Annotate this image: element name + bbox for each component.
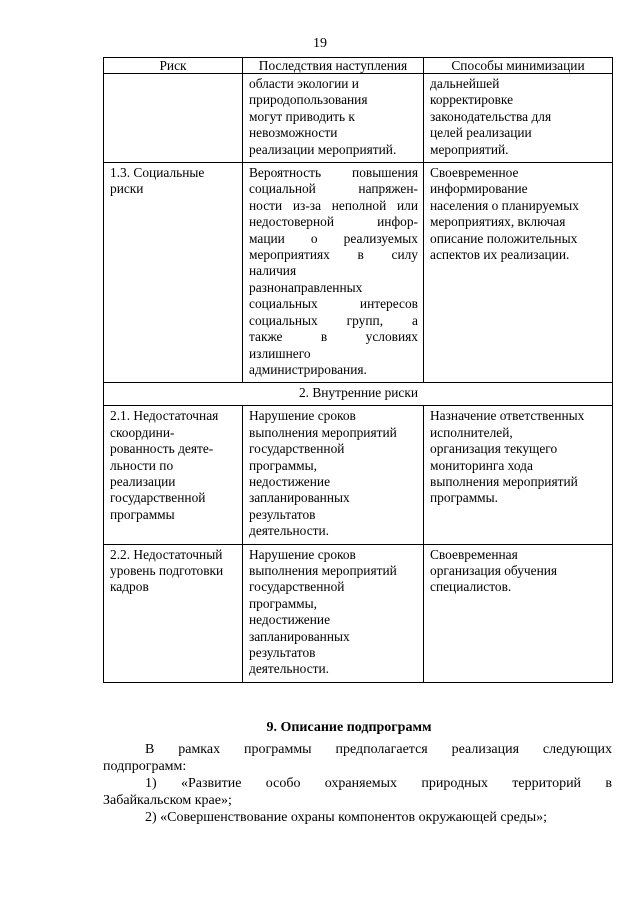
cell-line: выполнения мероприятий xyxy=(249,424,397,440)
table-header-row xyxy=(104,58,613,74)
table-row-1-3 xyxy=(104,163,613,383)
cell-line: реализации xyxy=(110,473,176,489)
cell-line: 2.1. Недостаточная xyxy=(110,408,219,424)
cell-line: описание положительных xyxy=(430,230,578,246)
header-risk: Риск xyxy=(104,58,243,74)
cell-line: ности из-за неполной или xyxy=(249,197,418,213)
cell-line: мации о реализуемых xyxy=(249,230,418,246)
cell-line: мониторинга хода xyxy=(430,457,533,473)
list-item-line: 2) «Совершенствование охраны компонентов окружающей среды»; xyxy=(145,810,548,825)
cell-line: мероприятиях в силу xyxy=(249,247,418,263)
cell-line: аспектов их реализации. xyxy=(430,247,570,263)
cell-line: населения о планируемых xyxy=(430,197,579,213)
cell-consequences xyxy=(243,163,424,383)
cell-risk xyxy=(104,163,243,383)
cell-line: деятельности. xyxy=(249,523,330,539)
cell-line: могут приводить к xyxy=(249,108,355,124)
cell-line: государственной xyxy=(110,490,206,506)
paragraph-line: В рамках программы предполагается реализация следующих xyxy=(145,742,612,757)
header-mitigation: Способы минимизации xyxy=(424,58,613,74)
cell-line: Назначение ответственных xyxy=(430,408,585,424)
table-row-continued xyxy=(104,74,613,163)
table-row-2-2 xyxy=(104,544,613,682)
cell-line: области экологии и xyxy=(249,76,359,91)
cell-line: специалистов. xyxy=(430,579,512,595)
cell-line: организация текущего xyxy=(430,441,558,457)
cell-line: разнонаправленных xyxy=(249,279,363,295)
cell-line: Нарушение сроков xyxy=(249,546,356,562)
cell-line: недостижение xyxy=(249,473,331,489)
cell-line: запланированных xyxy=(249,628,350,644)
cell-line: также в условиях xyxy=(249,329,418,345)
page-number: 19 xyxy=(313,36,327,51)
cell-line: Своевременная xyxy=(430,546,518,562)
cell-line: программы, xyxy=(249,457,317,473)
cell-line: результатов xyxy=(249,645,316,660)
cell-line: корректировке xyxy=(430,92,514,108)
section-internal-risks: 2. Внутренние риски xyxy=(104,383,613,406)
cell-line: социальной напряжен- xyxy=(249,181,418,197)
cell-line: кадров xyxy=(110,579,149,595)
paragraph-line: подпрограмм: xyxy=(103,759,187,774)
cell-consequences xyxy=(243,406,424,544)
cell-mitigation xyxy=(424,406,613,544)
cell-line: Вероятность повышения xyxy=(249,165,418,181)
cell-line: Своевременное xyxy=(430,165,519,181)
cell-line: государственной xyxy=(249,579,345,595)
cell-line: программы xyxy=(110,506,175,522)
header-consequences: Последствия наступления xyxy=(243,58,424,74)
cell-line: государственной xyxy=(249,441,345,457)
cell-line: Нарушение сроков xyxy=(249,408,356,424)
cell-line: результатов xyxy=(249,506,316,522)
cell-line: наличия xyxy=(249,263,297,279)
list-item-1-cont xyxy=(103,792,612,809)
cell-line: льности по xyxy=(110,457,174,473)
cell-consequences xyxy=(243,544,424,682)
cell-line: программы, xyxy=(249,595,317,611)
paragraph-intro-cont xyxy=(103,758,612,775)
cell-risk xyxy=(104,544,243,682)
table-row-2-1 xyxy=(104,406,613,544)
cell-line: программы. xyxy=(430,490,498,506)
cell-line: рованность деяте- xyxy=(110,441,214,457)
cell-line: социальных групп, а xyxy=(249,312,418,328)
cell-line: мероприятий. xyxy=(430,141,509,157)
cell-line: 1.3. Социальные xyxy=(110,165,205,181)
cell-line: выполнения мероприятий xyxy=(249,562,397,578)
cell-line: природопользования xyxy=(249,92,368,108)
cell-line: излишнего xyxy=(249,345,311,361)
cell-line: информирование xyxy=(430,181,528,197)
cell-line: целей реализации xyxy=(430,125,532,141)
cell-line: 2.2. Недостаточный xyxy=(110,546,223,562)
cell-consequences xyxy=(243,74,424,163)
list-item-line: 1) «Развитие особо охраняемых природных территорий в xyxy=(145,776,612,791)
cell-line: невозможности xyxy=(249,125,338,141)
cell-risk-empty xyxy=(104,74,243,163)
cell-line: исполнителей, xyxy=(430,424,513,440)
cell-line: социальных интересов xyxy=(249,296,418,312)
cell-line: дальнейшей xyxy=(430,76,500,91)
cell-line: запланированных xyxy=(249,490,350,506)
cell-line: недостоверной инфор- xyxy=(249,214,418,230)
list-item-1 xyxy=(103,775,612,792)
cell-line: законодательства для xyxy=(430,108,552,124)
cell-line: недостижение xyxy=(249,612,331,628)
cell-mitigation xyxy=(424,74,613,163)
cell-line: организация обучения xyxy=(430,562,558,578)
cell-mitigation xyxy=(424,163,613,383)
list-item-2 xyxy=(103,809,612,826)
cell-line: уровень подготовки xyxy=(110,562,224,578)
cell-line: мероприятиях, включая xyxy=(430,214,566,230)
table-section-row xyxy=(104,383,613,406)
section-heading: 9. Описание подпрограмм xyxy=(266,720,432,735)
risk-table xyxy=(103,57,613,683)
list-item-line: Забайкальском крае»; xyxy=(103,793,232,808)
cell-line: скоордини- xyxy=(110,424,175,440)
cell-line: реализации мероприятий. xyxy=(249,141,397,157)
paragraph-intro xyxy=(103,741,612,758)
cell-line: администрирования. xyxy=(249,361,367,377)
cell-line: деятельности. xyxy=(249,661,330,677)
cell-line: риски xyxy=(110,181,144,197)
cell-line: выполнения мероприятий xyxy=(430,473,578,489)
cell-mitigation xyxy=(424,544,613,682)
cell-risk xyxy=(104,406,243,544)
